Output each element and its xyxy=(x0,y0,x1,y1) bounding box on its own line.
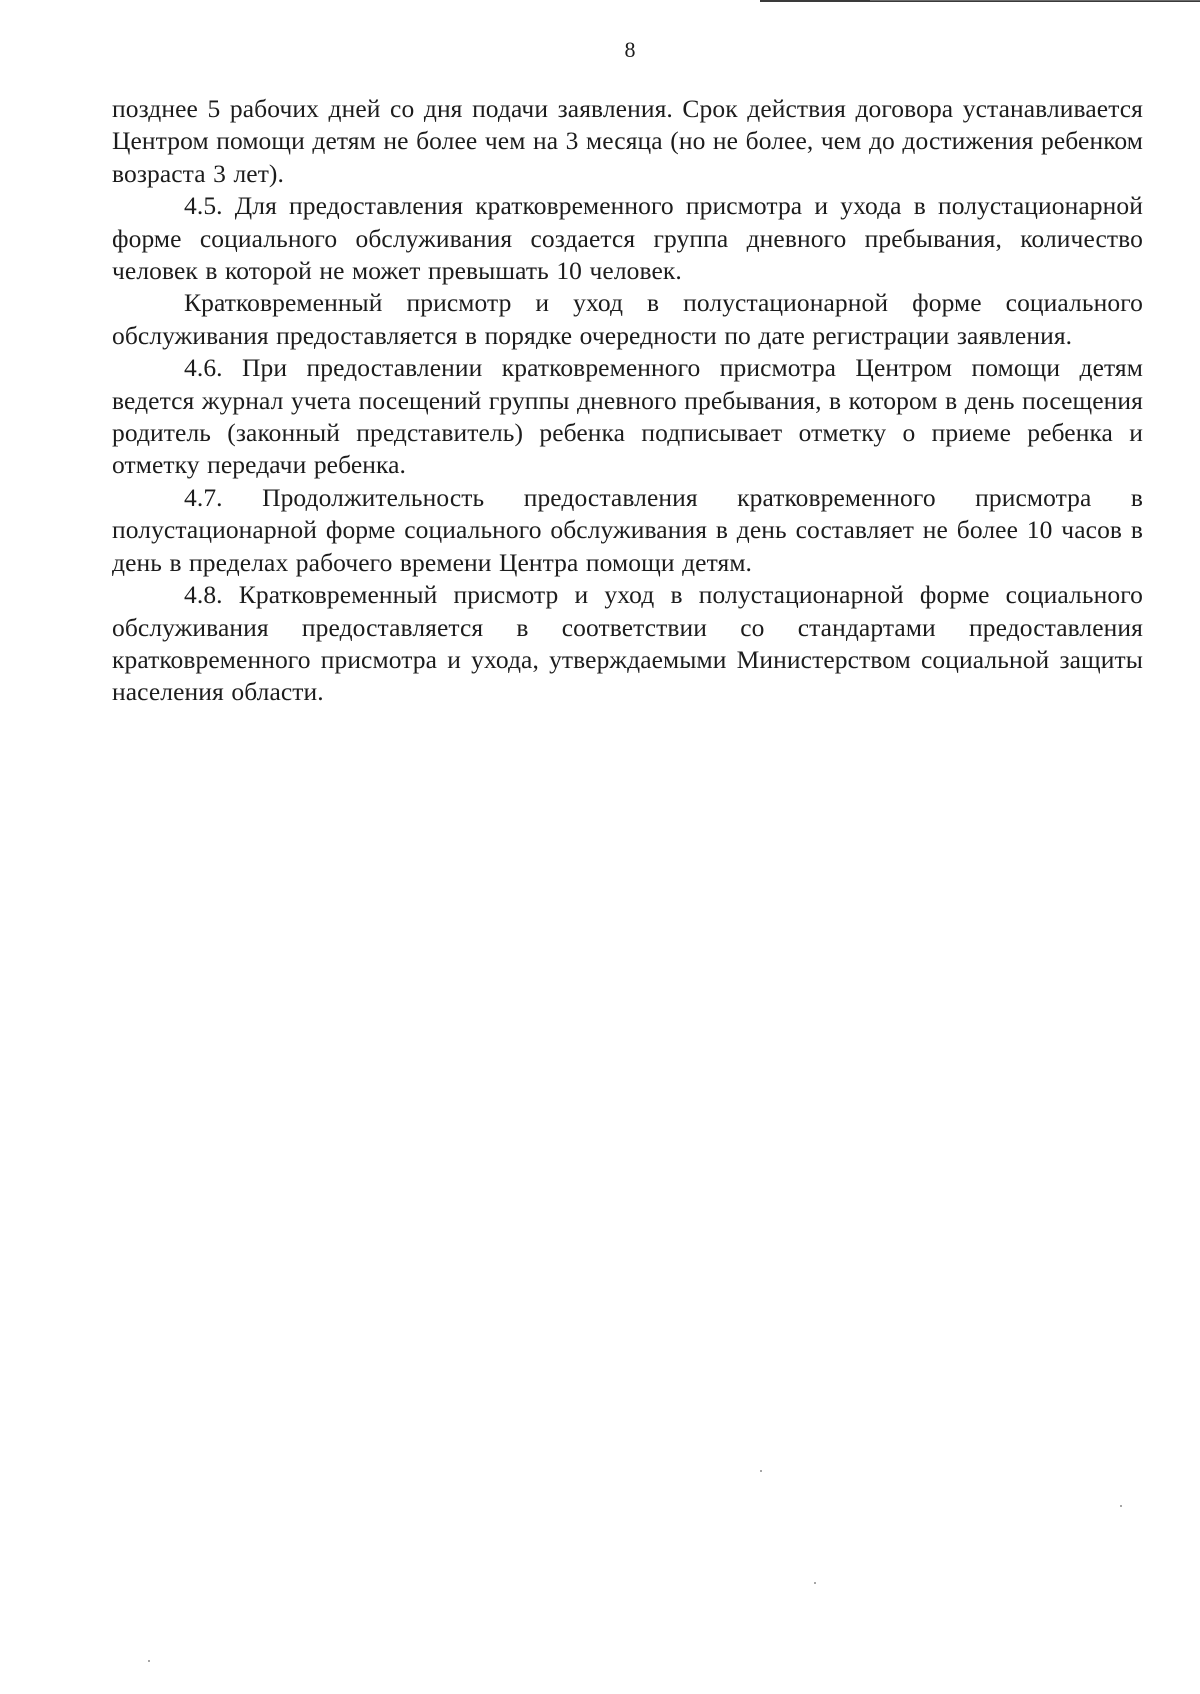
scan-speck xyxy=(148,1660,150,1662)
page-number: 8 xyxy=(624,37,636,62)
scan-speck xyxy=(1120,1505,1122,1507)
paragraph-4-6: 4.6. При предоставлении кратковременного присмотра Центром помощи детям ведется журнал учета посещений группы дневного пребывания, в котором в день посещения родитель (законный представитель) ребенка подписывает отметку о приеме ребенка и отметку передачи ребенка. xyxy=(112,353,1143,480)
scan-speck xyxy=(760,1470,762,1472)
document-body xyxy=(112,93,1143,709)
scan-speck xyxy=(814,1582,816,1584)
paragraph-4-5-order: Кратковременный присмотр и уход в полустационарной форме социального обслуживания предоставляется в порядке очередности по дате регистрации заявления. xyxy=(112,288,1143,350)
scan-edge-line xyxy=(870,0,1200,1)
paragraph-continuation: позднее 5 рабочих дней со дня подачи заявления. Срок действия договора устанавливается Центром помощи детям не более чем на 3 месяца (но не более, чем до достижения ребенком возраста 3 лет). xyxy=(112,94,1143,188)
paragraph-4-7: 4.7. Продолжительность предоставления кратковременного присмотра в полустационарной форме социального обслуживания в день составляет не более 10 часов в день в пределах рабочего времени Центра помощи детям. xyxy=(112,482,1143,577)
paragraph-4-5: 4.5. Для предоставления кратковременного присмотра и ухода в полустационарной форме социального обслуживания создается группа дневного пребывания, количество человек в которой не может превышать 10 человек. xyxy=(112,191,1143,286)
paragraph-4-8: 4.8. Кратковременный присмотр и уход в полустационарной форме социального обслуживания предоставляется в соответствии со стандартами предоставления кратковременного присмотра и ухода, утверждаемыми Министерством социальной защиты населения области. xyxy=(112,580,1143,707)
